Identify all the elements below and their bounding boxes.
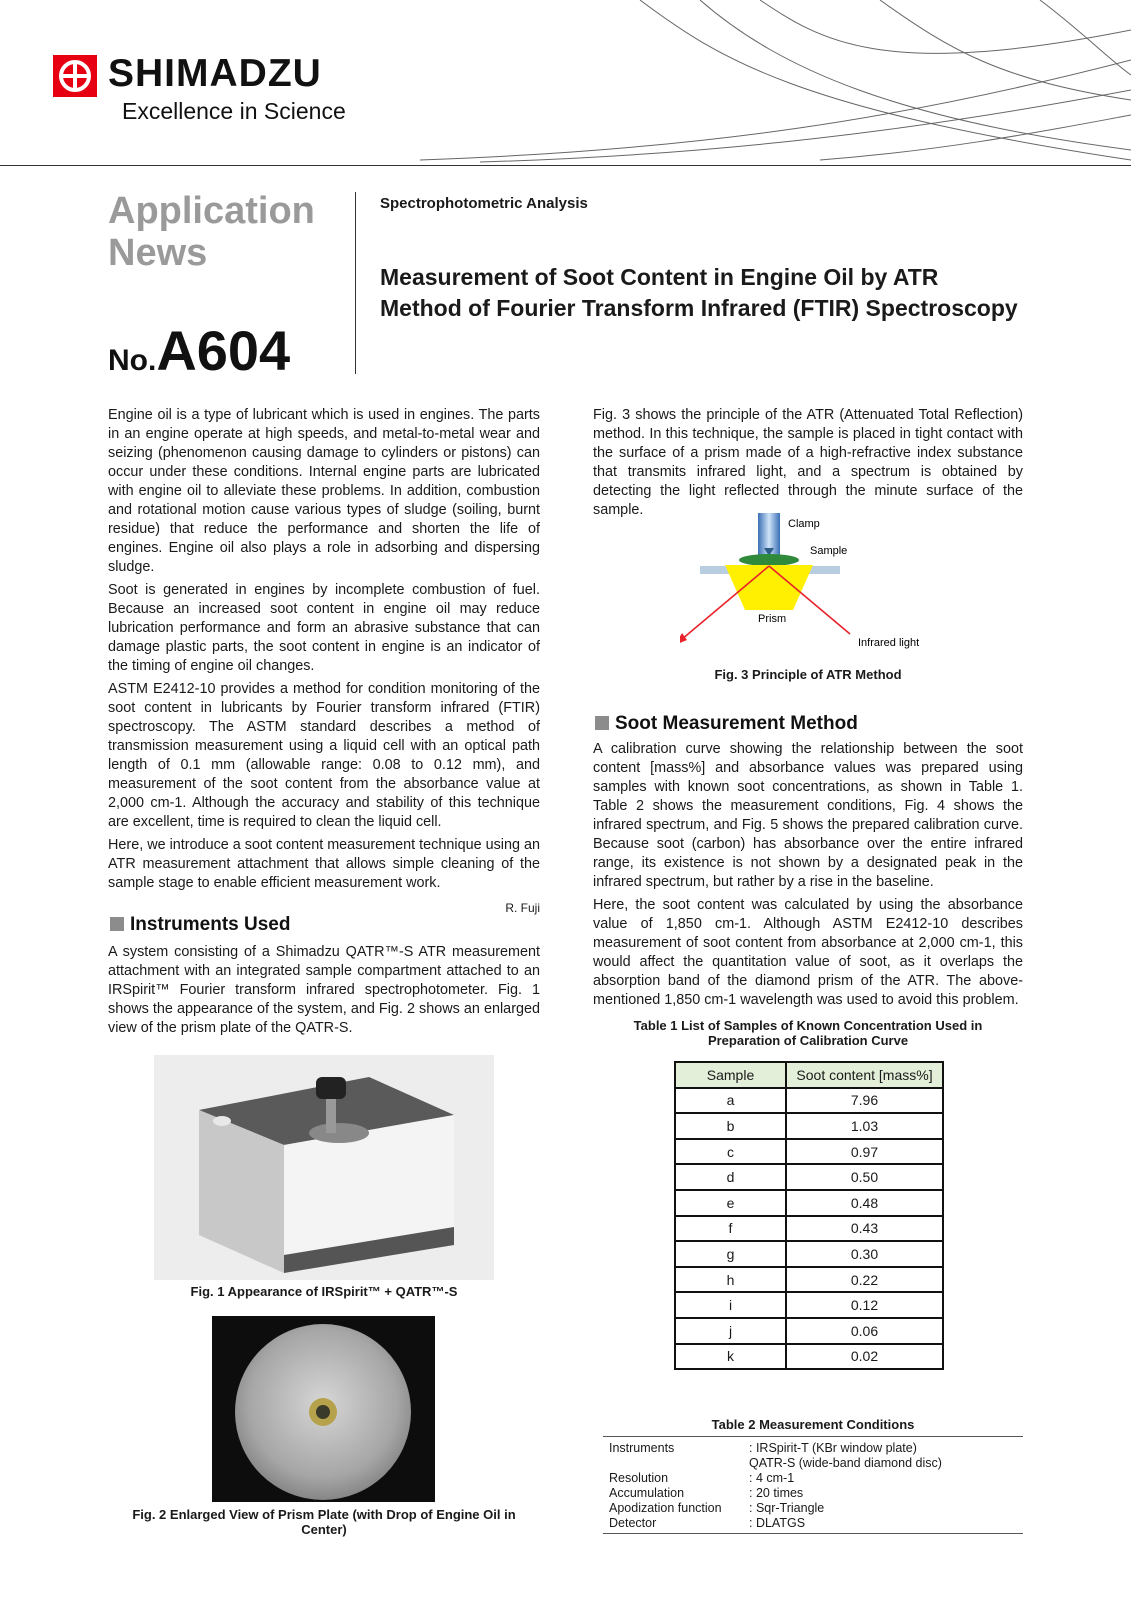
condition-key: Apodization function	[609, 1501, 722, 1515]
title-divider	[355, 192, 356, 374]
conditions-table	[603, 1436, 1023, 1534]
soot-paragraph-1: A calibration curve showing the relationship between the soot content [mass%] and absorbance values was prepared using samples with known soot concentrations, as shown in Table 1. Table 2 shows the measurement conditions, Fig. 4 shows the infrared spectrum, and Fig. 5 shows the prepared calibration curve. Because soot (carbon) has absorbance over the entire infrared range, its existence is not shown by a designated peak in the infrared spectrum, but rather by a rise in the baseline.	[593, 741, 1023, 890]
sample-id-cell: f	[675, 1216, 786, 1242]
condition-value: : 4 cm-1	[749, 1471, 795, 1485]
condition-row	[603, 1456, 1023, 1471]
sample-id-cell: a	[675, 1088, 786, 1114]
soot-content-cell: 0.43	[786, 1216, 943, 1242]
sample-id-cell: k	[675, 1344, 786, 1370]
condition-row	[603, 1501, 1023, 1516]
table-header-sample: Sample	[675, 1062, 786, 1088]
intro-text	[108, 406, 540, 918]
condition-value: : IRSpirit-T (KBr window plate)	[749, 1441, 917, 1455]
condition-row	[603, 1486, 1023, 1501]
soot-content-cell: 0.06	[786, 1318, 943, 1344]
sample-shape	[739, 554, 799, 566]
section-square-icon	[110, 917, 124, 931]
table-row	[675, 1216, 943, 1242]
series-title: Application News	[108, 190, 315, 274]
table-row	[675, 1344, 943, 1370]
table-row	[675, 1241, 943, 1267]
condition-key	[603, 1456, 749, 1471]
condition-key: Instruments	[609, 1441, 675, 1455]
category-label: Spectrophotometric Analysis	[380, 195, 588, 212]
sample-id-cell: i	[675, 1292, 786, 1318]
shimadzu-logo-icon	[53, 55, 97, 97]
table-row	[675, 1113, 943, 1139]
condition-row	[603, 1441, 1023, 1456]
table-row	[675, 1139, 943, 1165]
table-row	[675, 1267, 943, 1293]
intro-paragraph-4: Here, we introduce a soot content measurement technique using an ATR measurement attachment that allows simple cleaning of the sample stage to enable efficient measurement work.	[108, 837, 540, 891]
sample-id-cell: h	[675, 1267, 786, 1293]
sample-id-cell: g	[675, 1241, 786, 1267]
soot-content-cell: 0.12	[786, 1292, 943, 1318]
soot-content-cell: 0.97	[786, 1139, 943, 1165]
soot-content-cell: 0.48	[786, 1190, 943, 1216]
author: R. Fuji	[505, 901, 540, 915]
fig1-photo	[154, 1055, 494, 1280]
condition-value: : Sqr-Triangle	[749, 1501, 825, 1515]
brand-name: SHIMADZU	[108, 52, 322, 95]
condition-key: Resolution	[609, 1471, 669, 1485]
prism-shape	[725, 565, 813, 610]
condition-row	[603, 1471, 1023, 1486]
sample-id-cell: d	[675, 1164, 786, 1190]
header-divider	[0, 165, 1131, 166]
table-row	[675, 1088, 943, 1114]
instruments-text: A system consisting of a Shimadzu QATR™-S ATR measurement attachment with an integrated sample compartment attached to an IRSpirit™ Fourier transform infrared spectrophotometer. Fig. 1 shows the appearance of the system, and Fig. 2 shows an enlarged view of the prism plate of the QATR-S.	[108, 944, 540, 1036]
intro-paragraph-2: Soot is generated in engines by incomplete combustion of fuel. Because an increased soot content in engine oil may reduce lubrication performance and form an abrasive substance that can damage plastic parts, the soot content in engine is an indicator of the timing of engine oil changes.	[108, 582, 540, 674]
section-heading-soot: Soot Measurement Method	[595, 713, 858, 735]
fig3-caption: Fig. 3 Principle of ATR Method	[714, 667, 902, 682]
fig1-caption: Fig. 1 Appearance of IRSpirit™ + QATR™-S	[190, 1284, 458, 1299]
sample-id-cell: c	[675, 1139, 786, 1165]
soot-paragraph-2: Here, the soot content was calculated by using the absorbance value of 1,850 cm-1. Although ASTM E2412-10 describes measurement of soot content from absorbance at 2,000 cm-1, this would affect the quantitation value of soot, as it overlaps the absorption band of the diamond prism of the ATR. The above-mentioned 1,850 cm-1 wavelength was used to avoid this problem.	[593, 897, 1023, 1008]
table-row	[675, 1164, 943, 1190]
sample-id-cell: e	[675, 1190, 786, 1216]
condition-value: : 20 times	[749, 1486, 804, 1500]
table-row	[675, 1318, 943, 1344]
soot-content-cell: 0.02	[786, 1344, 943, 1370]
condition-value: QATR-S (wide-band diamond disc)	[749, 1456, 942, 1470]
soot-text	[593, 740, 1023, 1014]
issue-number: No.A604	[108, 319, 291, 382]
soot-content-cell: 0.22	[786, 1267, 943, 1293]
table1-caption: Table 1 List of Samples of Known Concentration Used in Preparation of Calibration Curve	[633, 1018, 983, 1048]
intro-paragraph-3: ASTM E2412-10 provides a method for condition monitoring of the soot content in lubricants by Fourier transform infrared (FTIR) spectroscopy. The ASTM standard describes a method of transmission measurement using a liquid cell with an optical path length of 0.1 mm (allowable range: 0.08 to 0.12 mm), and measurement of the soot content from the absorbance value at 2,000 cm-1. Although the accuracy and stability of this technique are excellent, time is required to clean the liquid cell.	[108, 681, 540, 830]
page-title: Measurement of Soot Content in Engine Oil by ATR Method of Fourier Transform Infrared (FTIR) Spectroscopy	[380, 264, 1018, 321]
table-row	[675, 1292, 943, 1318]
sample-label: Sample	[810, 545, 848, 557]
condition-key: Detector	[609, 1516, 657, 1530]
soot-content-cell: 0.30	[786, 1241, 943, 1267]
table-header-row	[675, 1062, 943, 1088]
fig2-photo	[212, 1316, 435, 1502]
section-square-icon	[595, 716, 609, 730]
condition-row	[603, 1516, 1023, 1531]
table2-caption: Table 2 Measurement Conditions	[711, 1417, 915, 1432]
brand-tagline: Excellence in Science	[122, 98, 346, 124]
condition-key: Accumulation	[609, 1486, 685, 1500]
fig3-atr-diagram	[680, 510, 940, 660]
prism-label: Prism	[758, 613, 787, 625]
clamp-label: Clamp	[788, 518, 820, 530]
intro-paragraph-1: Engine oil is a type of lubricant which is used in engines. The parts in an engine operate at high speeds, and metal-to-metal wear and seizing (phenomenon causing damage to cylinders or pistons) can occur under these conditions. Internal engine parts are lubricated with engine oil to alleviate these problems. In addition, combustion and rotational motion cause various types of sludge (soiling, burnt residue) that reduce the performance and shorten the life of engines. Engine oil also plays a role in adsorbing and dispersing sludge.	[108, 407, 540, 575]
soot-content-cell: 7.96	[786, 1088, 943, 1114]
fig2-caption: Fig. 2 Enlarged View of Prism Plate (with Drop of Engine Oil in Center)	[132, 1507, 516, 1537]
atr-text: Fig. 3 shows the principle of the ATR (Attenuated Total Reflection) method. In this technique, the sample is placed in tight contact with the surface of a prism made of a high-refractive index substance that transmits infrared light, and a spectrum is obtained by detecting the light reflected through the minute surface of the sample.	[593, 407, 1023, 518]
table-header-soot: Soot content [mass%]	[786, 1062, 943, 1088]
soot-content-cell: 0.50	[786, 1164, 943, 1190]
condition-value: : DLATGS	[749, 1516, 806, 1530]
sample-id-cell: b	[675, 1113, 786, 1139]
infrared-label: Infrared light	[858, 637, 920, 649]
section-heading-instruments: Instruments Used	[110, 914, 290, 936]
sample-id-cell: j	[675, 1318, 786, 1344]
samples-table	[674, 1061, 944, 1370]
soot-content-cell: 1.03	[786, 1113, 943, 1139]
table-row	[675, 1190, 943, 1216]
